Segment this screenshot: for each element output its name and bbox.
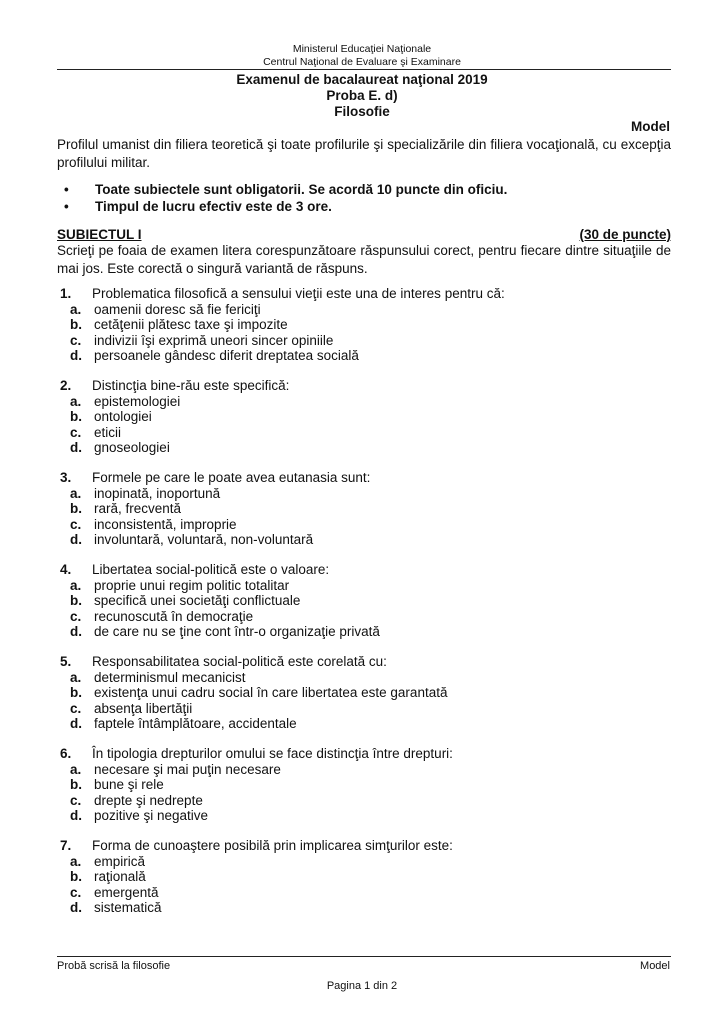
rule-text: Timpul de lucru efectiv este de 3 ore. <box>95 199 332 214</box>
answer-option <box>57 501 671 517</box>
option-text: de care nu se ţine cont într-o organizaţie privată <box>94 624 380 640</box>
answer-option <box>57 532 671 548</box>
option-letter: b. <box>70 409 82 425</box>
option-text: necesare şi mai puţin necesare <box>94 761 281 777</box>
option-text: inconsistentă, improprie <box>94 516 237 532</box>
option-letter: a. <box>70 761 82 777</box>
answer-option <box>57 808 671 824</box>
option-letter: d. <box>70 440 82 456</box>
rule-bullet-1 <box>64 181 507 198</box>
option-text: pozitive şi negative <box>94 808 209 824</box>
footer-right: Model <box>640 960 670 972</box>
option-text: ontologiei <box>94 409 152 425</box>
option-letter: a. <box>70 577 82 593</box>
option-text: involuntară, voluntară, non-voluntară <box>94 532 314 548</box>
section-title: SUBIECTUL I <box>57 227 142 242</box>
option-letter: b. <box>70 685 82 701</box>
question-4 <box>57 562 671 640</box>
answer-option <box>57 593 671 609</box>
option-text: emergentă <box>94 884 159 900</box>
option-text: indivizii îşi exprimă uneori sincer opiniile <box>94 332 334 348</box>
question-number: 2. <box>60 378 72 393</box>
option-letter: b. <box>70 317 82 333</box>
option-letter: c. <box>70 700 82 716</box>
question-3 <box>57 470 671 548</box>
answer-option <box>57 900 671 916</box>
option-letter: c. <box>70 884 82 900</box>
question-2 <box>57 378 671 456</box>
exam-title: Examenul de bacalaureat naţional 2019 <box>236 72 488 87</box>
option-letter: a. <box>70 301 82 317</box>
option-text: epistemologiei <box>94 393 181 409</box>
option-letter: d. <box>70 900 82 916</box>
ministry-name: Ministerul Educaţiei Naţionale <box>292 43 432 55</box>
answer-option <box>57 517 671 533</box>
question-text: Formele pe care le poate avea eutanasia sunt: <box>92 470 371 485</box>
answer-option <box>57 317 671 333</box>
center-name: Centrul Naţional de Evaluare şi Examinare <box>263 56 461 68</box>
section-points: (30 de puncte) <box>579 227 671 242</box>
option-text: raţională <box>94 869 146 885</box>
question-stem <box>57 654 671 670</box>
question-number: 1. <box>60 286 72 301</box>
answer-option <box>57 333 671 349</box>
option-letter: a. <box>70 853 82 869</box>
option-text: proprie unui regim politic totalitar <box>94 577 290 593</box>
question-7 <box>57 838 671 916</box>
option-text: sistematică <box>94 900 162 916</box>
option-text: determinismul mecanicist <box>94 669 246 685</box>
question-text: Forma de cunoaştere posibilă prin implicarea simţurilor este: <box>92 838 453 853</box>
option-letter: b. <box>70 869 82 885</box>
option-text: bune şi rele <box>94 777 164 793</box>
section-heading <box>57 227 671 242</box>
question-stem <box>57 838 671 854</box>
rule-text: Toate subiectele sunt obligatorii. Se acordă 10 puncte din oficiu. <box>95 182 508 197</box>
question-number: 7. <box>60 838 72 853</box>
option-letter: a. <box>70 485 82 501</box>
answer-option <box>57 394 671 410</box>
option-text: inopinată, inoportună <box>94 485 221 501</box>
answer-option <box>57 578 671 594</box>
question-text: Responsabilitatea social-politică este corelată cu: <box>92 654 387 669</box>
option-text: drepte şi nedrepte <box>94 792 203 808</box>
question-1 <box>57 286 671 364</box>
option-text: specifică unei societăţi conflictuale <box>94 593 301 609</box>
option-letter: d. <box>70 716 82 732</box>
header-divider <box>57 69 671 70</box>
option-text: gnoseologiei <box>94 440 170 456</box>
question-stem <box>57 562 671 578</box>
footer-divider <box>57 956 671 957</box>
option-letter: c. <box>70 792 82 808</box>
question-text: Libertatea social-politică este o valoare: <box>92 562 330 577</box>
option-letter: c. <box>70 424 82 440</box>
section-instructions: Scrieţi pe foaia de examen litera corespunzătoare răspunsului corect, pentru fiecare dintre situaţiile de mai jos. Este corectă o singură variantă de răspuns. <box>57 243 671 276</box>
question-number: 5. <box>60 654 72 669</box>
answer-option <box>57 486 671 502</box>
answer-option <box>57 716 671 732</box>
option-text: eticii <box>94 424 122 440</box>
option-letter: b. <box>70 777 82 793</box>
option-letter: a. <box>70 393 82 409</box>
subject-label: Filosofie <box>334 104 390 119</box>
option-text: persoanele gândesc diferit dreptatea socială <box>94 348 359 364</box>
question-stem <box>57 470 671 486</box>
question-stem <box>57 746 671 762</box>
question-stem <box>57 378 671 394</box>
question-number: 4. <box>60 562 72 577</box>
option-letter: d. <box>70 808 82 824</box>
option-letter: a. <box>70 669 82 685</box>
option-letter: c. <box>70 516 82 532</box>
answer-option <box>57 302 671 318</box>
answer-option <box>57 670 671 686</box>
option-text: oamenii doresc să fie fericiţi <box>94 301 261 317</box>
option-letter: d. <box>70 532 82 548</box>
answer-option <box>57 701 671 717</box>
answer-option <box>57 762 671 778</box>
question-stem <box>57 286 671 302</box>
option-text: faptele întâmplătoare, accidentale <box>94 716 297 732</box>
answer-option <box>57 624 671 640</box>
option-text: rară, frecventă <box>94 501 182 517</box>
answer-option <box>57 425 671 441</box>
question-number: 3. <box>60 470 72 485</box>
option-letter: c. <box>70 608 82 624</box>
question-5 <box>57 654 671 732</box>
answer-option <box>57 409 671 425</box>
question-text: Distincţia bine-rău este specifică: <box>92 378 290 393</box>
footer-left: Probă scrisă la filosofie <box>57 960 171 972</box>
proba-label: Proba E. d) <box>326 88 398 103</box>
bullet-icon: • <box>64 199 69 214</box>
option-letter: c. <box>70 332 82 348</box>
option-letter: d. <box>70 348 82 364</box>
answer-option <box>57 685 671 701</box>
option-text: existenţa unui cadru social în care libertatea este garantată <box>94 685 448 701</box>
option-text: cetăţenii plătesc taxe şi impozite <box>94 317 288 333</box>
option-letter: d. <box>70 624 82 640</box>
model-label: Model <box>631 119 670 134</box>
answer-option <box>57 885 671 901</box>
answer-option <box>57 869 671 885</box>
option-text: absenţa libertăţii <box>94 700 193 716</box>
answer-option <box>57 348 671 364</box>
rule-bullet-2 <box>64 198 332 215</box>
option-text: recunoscută în democraţie <box>94 608 254 624</box>
option-letter: b. <box>70 501 82 517</box>
answer-option <box>57 440 671 456</box>
option-text: empirică <box>94 853 146 869</box>
profile-paragraph: Profilul umanist din filiera teoretică şi toate profilurile şi specializările din filiera vocaţională, cu excepţia profilului militar. <box>57 137 671 170</box>
bullet-icon: • <box>64 182 69 197</box>
answer-option <box>57 777 671 793</box>
page-number: Pagina 1 din 2 <box>326 980 398 992</box>
answer-option <box>57 793 671 809</box>
answer-option <box>57 854 671 870</box>
question-number: 6. <box>60 746 72 761</box>
question-text: În tipologia drepturilor omului se face distincţia între drepturi: <box>92 746 453 761</box>
option-letter: b. <box>70 593 82 609</box>
question-text: Problematica filosofică a sensului vieţii este una de interes pentru că: <box>92 286 505 301</box>
answer-option <box>57 609 671 625</box>
question-6 <box>57 746 671 824</box>
